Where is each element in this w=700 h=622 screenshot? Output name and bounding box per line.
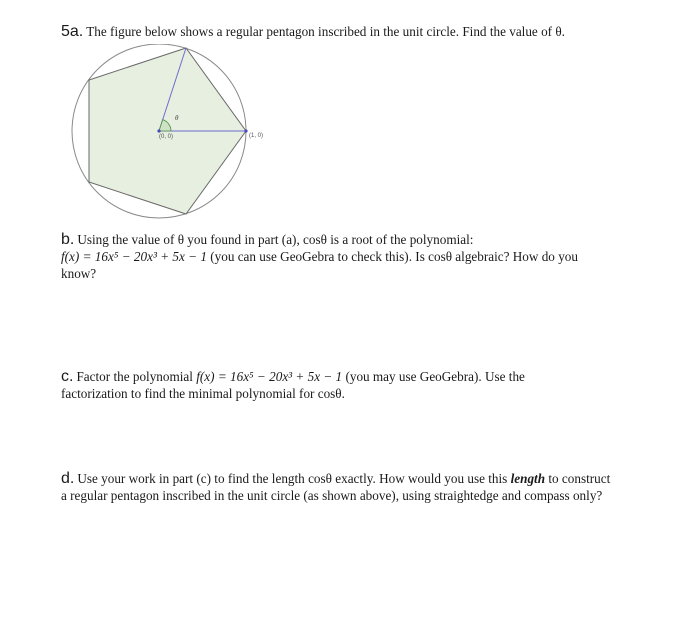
question-text-line1-pre: Factor the polynomial: [76, 369, 197, 384]
polynomial-expression: f(x) = 16x⁵ − 20x³ + 5x − 1: [61, 249, 207, 264]
theta-label: θ: [175, 114, 179, 122]
question-number: c.: [61, 368, 74, 385]
question-number: d.: [61, 470, 75, 487]
question-c: [61, 368, 661, 402]
question-text-line1-pre: Use your work in part (c) to find the length cosθ exactly. How would you use this: [77, 471, 511, 486]
question-number: 5a.: [61, 23, 84, 40]
question-text-line3: know?: [61, 266, 97, 281]
question-text: The figure below shows a regular pentagon inscribed in the unit circle. Find the value of θ.: [86, 24, 565, 39]
question-text-line1-post: (you may use GeoGebra). Use the: [342, 369, 525, 384]
question-5a: [61, 23, 661, 40]
point-1-0: [244, 129, 247, 132]
polynomial-expression: f(x) = 16x⁵ − 20x³ + 5x − 1: [196, 369, 343, 384]
question-number: b.: [61, 231, 75, 248]
question-text-line2: factorization to find the minimal polynomial for cosθ.: [61, 386, 345, 401]
question-text-line1: Using the value of θ you found in part (a), cosθ is a root of the polynomial:: [77, 232, 474, 247]
question-b: [61, 231, 661, 282]
origin-point: [157, 129, 160, 132]
question-text-line2: (you can use GeoGebra to check this). Is cosθ algebraic? How do you: [206, 249, 578, 264]
question-text-line2: a regular pentagon inscribed in the unit circle (as shown above), using straightedge and compass only?: [61, 488, 603, 503]
question-text-line1-post: to construct: [545, 471, 611, 486]
emphasized-word: length: [510, 471, 546, 486]
point-label: (1, 0): [249, 133, 264, 139]
origin-label: (0, 0): [159, 134, 174, 140]
question-d: [61, 470, 661, 504]
pentagon-figure: [66, 44, 276, 224]
